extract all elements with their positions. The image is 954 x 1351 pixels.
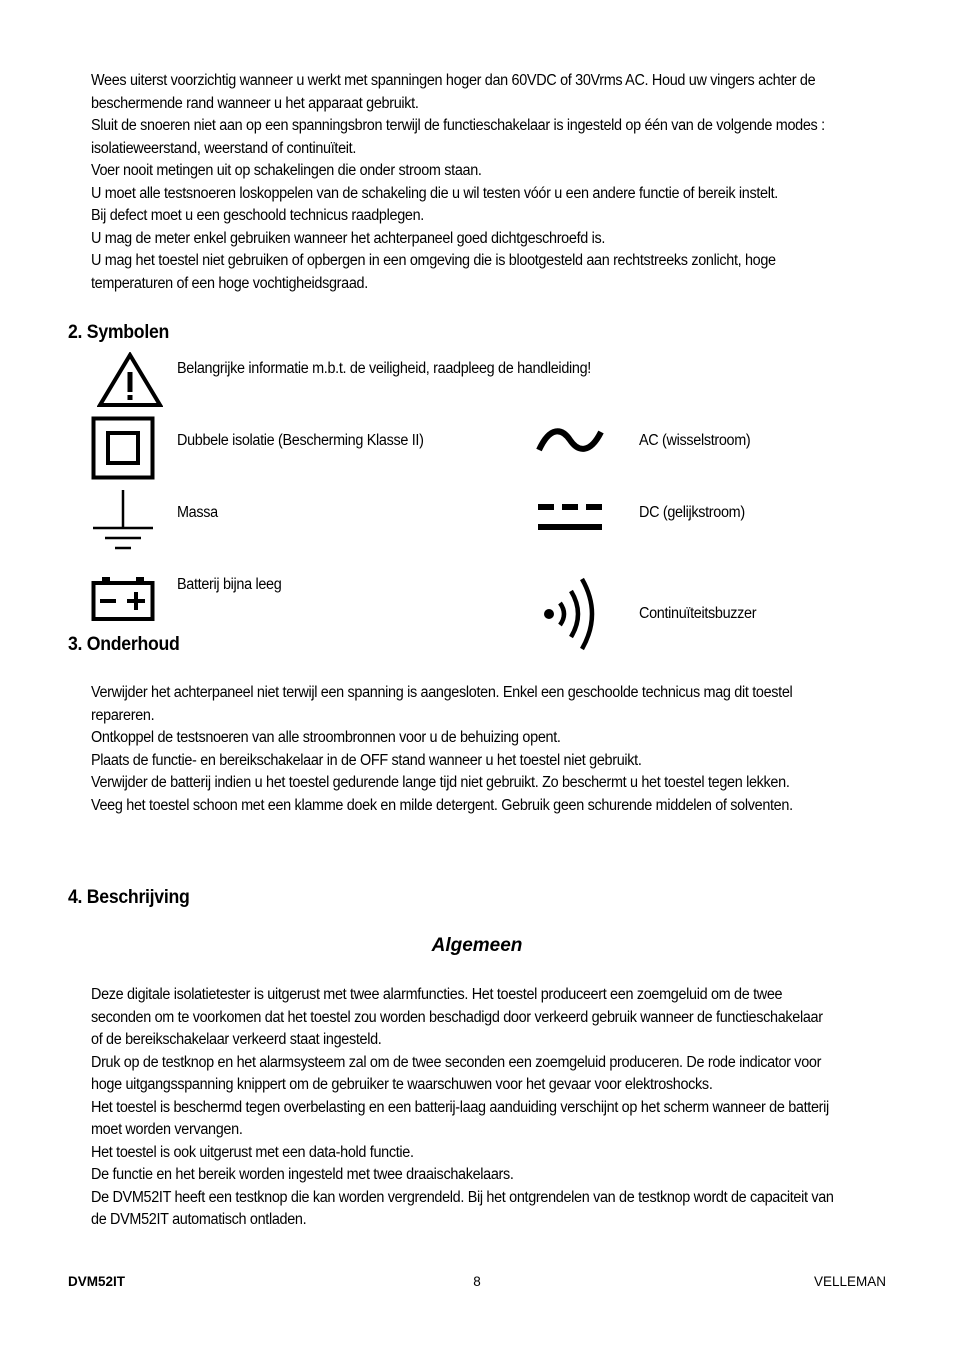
- page-number: 8: [473, 1274, 481, 1289]
- battery-icon: [91, 576, 155, 622]
- ac-tilde-icon: [536, 426, 604, 456]
- description-text: [91, 984, 835, 1232]
- maintenance-line: Ontkoppel de testsnoeren van alle stroombronnen voor u de behuizing opent.: [91, 729, 561, 746]
- footer-brand: VELLEMAN: [813, 1274, 886, 1289]
- description-heading: 4. Beschrijving: [68, 887, 190, 908]
- footer-model: DVM52IT: [68, 1274, 126, 1289]
- ground-label: Massa: [177, 504, 218, 521]
- ac-label: AC (wisselstroom): [639, 432, 751, 449]
- safety-line: Voer nooit metingen uit op schakelingen die onder stroom staan.: [91, 162, 482, 179]
- symbols-heading: 2. Symbolen: [68, 322, 170, 343]
- description-subheading: Algemeen: [431, 935, 523, 956]
- description-line: De functie en het bereik worden ingesteld met twee draaischakelaars.: [91, 1166, 514, 1183]
- warning-label: Belangrijke informatie m.b.t. de veiligheid, raadpleeg de handleiding!: [177, 360, 591, 377]
- description-line: Deze digitale isolatietester is uitgerust met twee alarmfuncties. Het toestel produceert een zoemgeluid om de twee seconden om te voorkomen dat het toestel zou worden beschadigd door verkeerd gebruik wanneer de functieschakelaar of de bereikschakelaar verkeerd staat ingesteld.: [91, 986, 823, 1048]
- battery-label: Batterij bijna leeg: [177, 576, 282, 593]
- double-insulation-label: Dubbele isolatie (Bescherming Klasse II): [177, 432, 424, 449]
- dc-icon: [537, 502, 603, 532]
- maintenance-line: Verwijder de batterij indien u het toestel gedurende lange tijd niet gebruikt. Zo beschermt u het toestel tegen lekken.: [91, 774, 790, 791]
- safety-line: Wees uiterst voorzichtig wanneer u werkt met spanningen hoger dan 60VDC of 30Vrms AC. Houd uw vingers achter de beschermende rand wanneer u het apparaat gebruikt.: [91, 72, 816, 112]
- description-line: Het toestel is beschermd tegen overbelasting en een batterij-laag aanduiding verschijnt op het scherm wanneer de batterij moet worden vervangen.: [91, 1098, 829, 1138]
- warning-triangle-icon: [97, 352, 163, 408]
- ground-icon: [91, 488, 155, 552]
- maintenance-instructions: [91, 682, 835, 817]
- description-line: Het toestel is ook uitgerust met een data-hold functie.: [91, 1143, 414, 1161]
- safety-line: U moet alle testsnoeren loskoppelen van de schakeling die u wil testen vóór u een andere functie of bereik instelt.: [91, 184, 778, 202]
- maintenance-line: Verwijder het achterpaneel niet terwijl een spanning is aangesloten. Enkel een geschoolde technicus mag dit toestel repareren.: [91, 684, 793, 724]
- maintenance-line: Veeg het toestel schoon met een klamme doek en milde detergent. Gebruik geen schurende middelen of solventen.: [91, 796, 793, 814]
- double-insulation-icon: [91, 416, 155, 480]
- safety-line: U mag het toestel niet gebruiken of opbergen in een omgeving die is blootgesteld aan rechtstreeks zonlicht, hoge temperaturen of een hoge vochtigheidsgraad.: [91, 252, 776, 292]
- description-line: Druk op de testknop en het alarmsysteem zal om de twee seconden een zoemgeluid produceren. De rode indicator voor hoge uitgangsspanning knippert om de gebruiker te waarschuwen voor het gevaar voor elektroshocks.: [91, 1053, 822, 1093]
- description-line: De DVM52IT heeft een testknop die kan worden vergrendeld. Bij het ontgrendelen van de testknop wordt de capaciteit van de DVM52IT automatisch ontladen.: [91, 1188, 834, 1228]
- continuity-buzzer-icon: [538, 574, 602, 654]
- dc-label: DC (gelijkstroom): [639, 504, 745, 521]
- maintenance-heading: 3. Onderhoud: [68, 634, 180, 655]
- safety-instructions: [91, 70, 835, 295]
- safety-line: U mag de meter enkel gebruiken wanneer het achterpaneel goed dichtgeschroefd is.: [91, 229, 606, 247]
- safety-line: Sluit de snoeren niet aan op een spanningsbron terwijl de functieschakelaar is ingesteld op één van de volgende modes : isolatieweerstand, weerstand of continuïteit.: [91, 117, 825, 157]
- maintenance-line: Plaats de functie- en bereikschakelaar in de OFF stand wanneer u het toestel niet gebruikt.: [91, 751, 642, 769]
- safety-line: Bij defect moet u een geschoold technicus raadplegen.: [91, 207, 424, 224]
- buzzer-label: Continuïteitsbuzzer: [639, 605, 757, 622]
